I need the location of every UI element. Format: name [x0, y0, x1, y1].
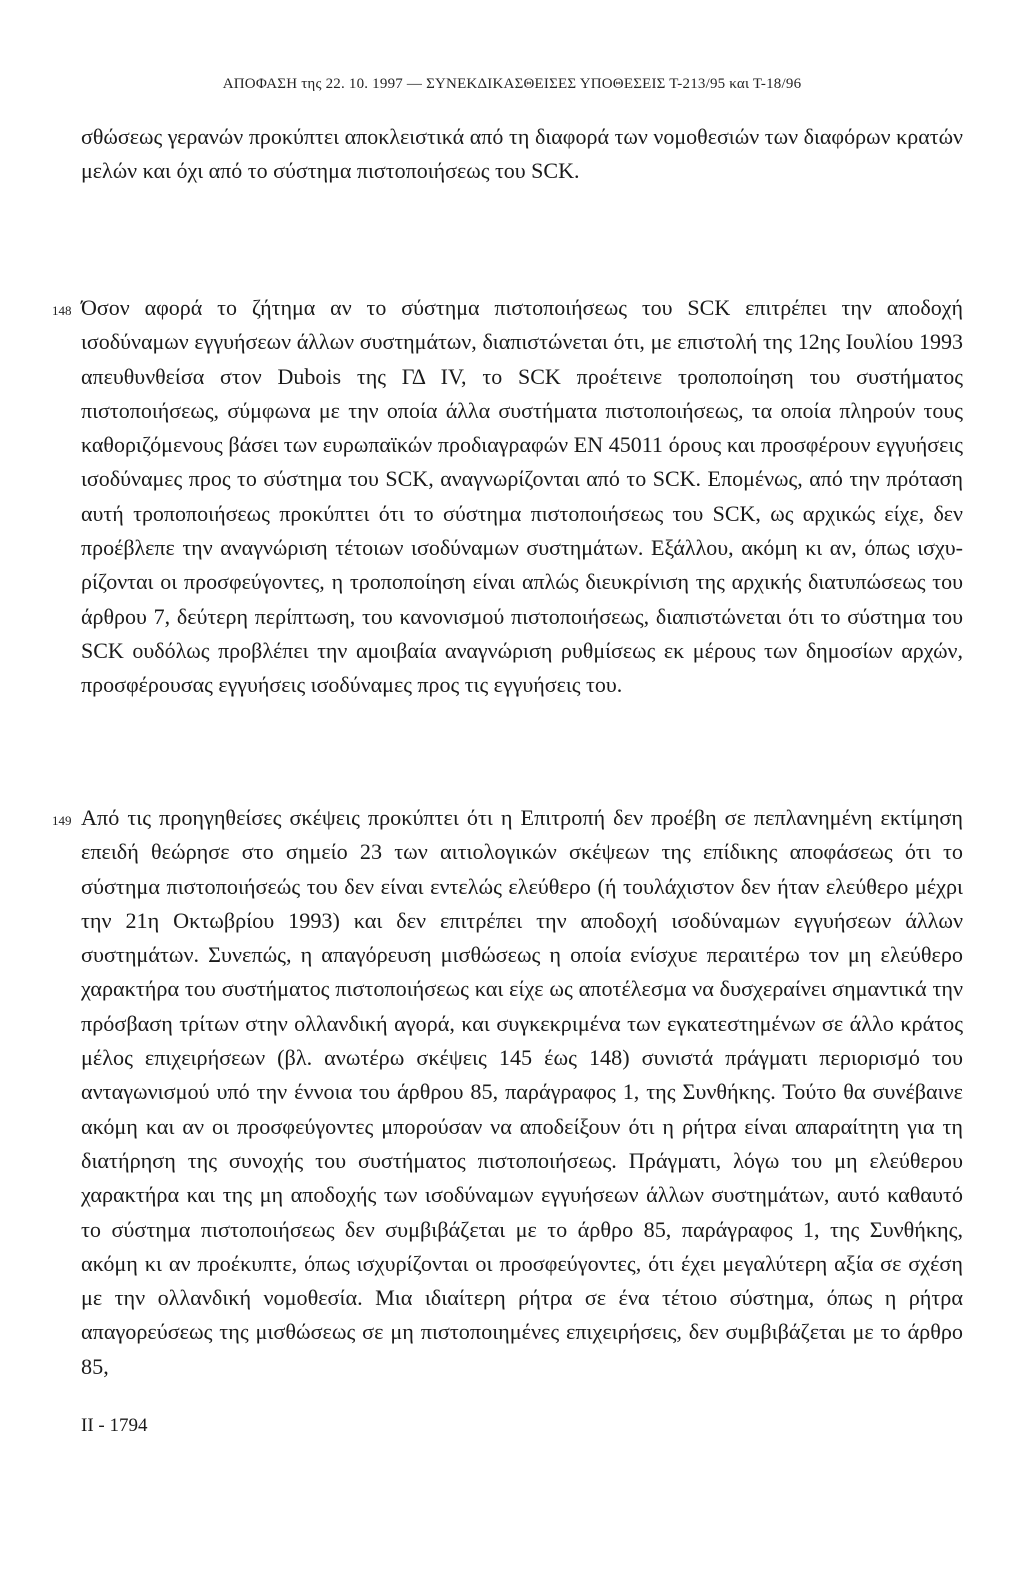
paragraph-149: Από τις προηγηθείσες σκέψεις προκύπτει ότι η Επιτροπή δεν προέβη σε πεπλανημένη εκτίμηση επειδή θεώρησε στο σημείο 23 των αιτιολογικών σκέψεων της επίδικης αποφάσεως ότι το σύστημα πιστοποιήσεώς του δεν είναι εντελώς ελεύθερο (ή τουλάχιστον δεν ήταν ελεύθερο μέχρι την 21η Οκτωβρίου 1993) και δεν επιτρέπει την αποδοχή ισοδύναμων εγγυήσεων άλλων συστημάτων. Συνεπώς, η απαγόρευση μισθώσεως η οποία ενίσχυε περαιτέρω τον μη ελεύθερο χαρακτήρα του συστήματος πιστοποιήσεως και είχε ως αποτέλεσμα να δυσχεραίνει σημαντικά την πρόσβαση τρίτων στην ολλανδική αγορά, και συγκεκριμένα των εγκατεστημένων σε άλλο κράτος μέλος επιχειρήσεων (βλ. ανωτέρω σκέψεις 145 έως 148) συνιστά πράγματι περιορισμό του ανταγωνισμού υπό την έννοια του άρθρου 85, παράγραφος 1, της Συνθήκης. Τούτο θα συνέβαινε ακόμη και αν οι προσφεύγοντες μπορούσαν να αποδείξουν ότι η ρήτρα είναι απαραίτητη για τη διατήρηση της συνοχής του συστήματος πιστοποιήσεως. Πράγματι, λόγω του μη ελεύθερου χαρακτήρα και της μη αποδοχής των ισοδύναμων εγγυήσεων άλλων συστημάτων, αυτό καθαυτό το σύστημα πιστοποιήσεως δεν συμβιβάζεται με το άρθρο 85, παράγραφος 1, της Συνθήκης, ακόμη κι αν προέκυπτε, όπως ισχυρίζονται οι προσφεύγοντες, ότι έχει μεγαλύτερη αξία σε σχέση με την ολλανδική νομοθεσία. Μια ιδιαίτερη ρήτρα σε ένα τέτοιο σύστημα, όπως η ρήτρα απαγορεύσεως της μισθώσεως σε μη πιστοποιημένες επιχειρήσεις, δεν συμβιβάζεται με το άρθρο 85,	[81, 805, 963, 1379]
paragraph-number-149: 149	[52, 813, 72, 828]
paragraph-continued: σθώσεως γερανών προκύπτει αποκλειστικά από τη διαφορά των νομοθεσιών των διαφόρων κρατών μελών και όχι από το σύστημα πιστοποιήσεως του SCK.	[81, 124, 963, 184]
paragraph-number-148: 148	[52, 303, 72, 318]
paragraph-148: Όσον αφορά το ζήτημα αν το σύστημα πιστοποιήσεως του SCK επιτρέπει την αποδοχή ισοδύναμων εγγυήσεων άλλων συστημάτων, διαπιστώνεται ότι, με επιστολή της 12ης Ιουλίου 1993 απευθυνθείσα στον Dubois της ΓΔ IV, το SCK προέτεινε τροποποίηση του συστήματος πιστοποιήσεως, σύμφωνα με την οποία άλλα συστήματα πιστοποιήσεως, τα οποία πληρούν τους καθοριζόμενους βάσει των ευρωπαϊκών προδιαγραφών EN 45011 όρους και προσφέρουν εγγυήσεις ισοδύναμες προς το σύστημα του SCK, αναγνωρίζονται από το SCK. Επομένως, από την πρόταση αυτή τροποποιήσεως προκύπτει ότι το σύστημα πιστοποιήσεως του SCK, ως αρχικώς είχε, δεν προέβλεπε την αναγνώριση τέτοιων ισοδύναμων συστημάτων. Εξάλλου, ακόμη κι αν, όπως ισχυρίζονται οι προσφεύγοντες, η τροποποίηση είναι απλώς διευκρίνιση της αρχικής διατυπώσεως του άρθρου 7, δεύτερη περίπτωση, του κανονισμού πιστοποιήσεως, διαπιστώνεται ότι το σύστημα του SCK ουδόλως προβλέπει την αμοιβαία αναγνώριση ρυθμίσεως εκ μέρους των δημοσίων αρχών, προσφέρουσας εγγυήσεις ισοδύναμες προς τις εγγυήσεις του.	[81, 295, 963, 698]
page-number: II - 1794	[81, 1415, 148, 1436]
running-header: ΑΠΟΦΑΣΗ της 22. 10. 1997 — ΣΥΝΕΚΔΙΚΑΣΘΕΙΣΕΣ ΥΠΟΘΕΣΕΙΣ Τ-213/95 και Τ-18/96	[222, 76, 802, 92]
